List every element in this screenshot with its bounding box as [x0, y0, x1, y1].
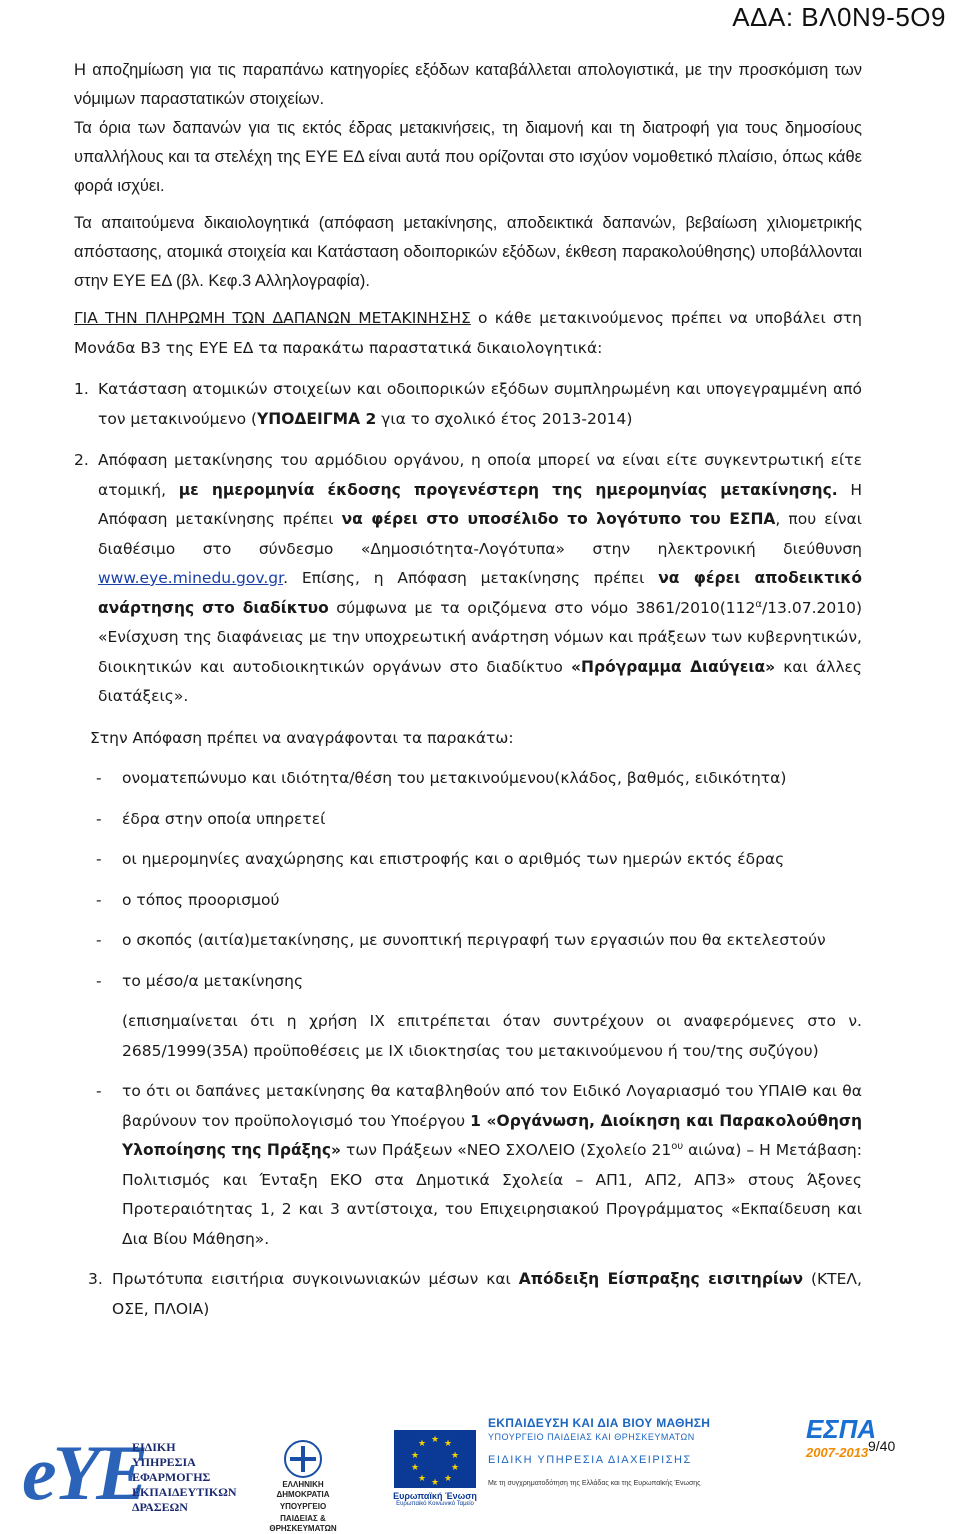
list-item-3 [74, 1265, 862, 1324]
eu-logo [380, 1430, 490, 1528]
dash-item-name [74, 764, 862, 794]
payment-heading: ΓΙΑ ΤΗΝ ΠΛΗΡΩΜΗ ΤΩΝ ΔΑΠΑΝΩΝ ΜΕΤΑΚΙΝΗΣΗΣ [74, 309, 471, 327]
cross-emblem-icon [284, 1440, 322, 1478]
eu-flag-icon: ★ ★ ★ ★ ★ ★ ★ ★ ★ ★ [394, 1430, 476, 1488]
dash-mark: - [96, 931, 102, 949]
item-number: 2. [74, 451, 89, 469]
dash-mark: - [96, 1082, 102, 1100]
page-number: 9/40 [868, 1438, 896, 1454]
bold-span: να φέρει αποδεικτικό ανάρτησης στο διαδίκτυο [98, 569, 863, 617]
bold-span: 1 «Οργάνωση, Διοίκηση και Παρακολούθηση Υλοποίησης της Πράξης» [122, 1111, 862, 1159]
text-span: και άλλες διατάξεις». [98, 657, 862, 705]
means-note: (επισημαίνεται ότι η χρήση ΙΧ επιτρέπεται όταν συντρέχουν οι αναφερόμενες στο ν. 2685/1999(35Α) προϋποθέσεις με ΙΧ ιδιοκτησίας του μετακινούμενου ή του/της συζύγου) [122, 1012, 862, 1060]
dash-mark: - [96, 971, 102, 990]
dash-item-dates [74, 845, 862, 875]
bold-span: να φέρει στο υποσέλιδο το λογότυπο του ΕΣΠΑ [341, 510, 776, 528]
text-span: των Πράξεων «ΝΕΟ ΣΧΟΛΕΙΟ (Σχολείο 21 [341, 1141, 672, 1159]
item-number: 1. [74, 380, 89, 398]
text-span: (ΚΤΕΛ, ΟΣΕ, ΠΛΟΙΑ) [112, 1270, 862, 1318]
eye-line: ΔΡΑΣΕΩΝ [132, 1500, 188, 1514]
item-text [112, 1265, 862, 1324]
document-body [74, 56, 862, 1324]
ada-code: ΑΔΑ: ΒΛ0Ν9-5Ο9 [732, 2, 946, 32]
paragraph-payment [74, 304, 862, 363]
eye-website-link[interactable]: www.eye.minedu.gov.gr [98, 569, 284, 587]
eye-line: ΕΚΠΑΙΔΕΥΤΙΚΩΝ [132, 1485, 237, 1499]
text-span: Απόφαση μετακίνησης του αρμόδιου οργάνου, η οποία μπορεί να είναι είτε συγκεντρωτική είτε ατομική, [98, 451, 862, 499]
espa-logo [806, 1414, 896, 1504]
item-text [98, 446, 862, 712]
footer-logos [0, 1400, 960, 1533]
bold-span: ΥΠΟΔΕΙΓΜΑ 2 [257, 409, 377, 428]
emblem-line: ΥΠΟΥΡΓΕΙΟ [279, 1502, 327, 1511]
dash-item-funding [74, 1077, 862, 1254]
eu-sublabel: Ευρωπαϊκό Κοινωνικό Ταμείο [396, 1501, 474, 1507]
text-span: αιώνα) – Η Μετάβαση: Πολιτισμός και Ένταξη ΕΚΟ στα Δημοτικά Σχολεία – ΑΠ1, ΑΠ2, ΑΠ3» στους Άξονες Προτεραιότητας 1, 2 και 3 αντίστοιχα, του Επιχειρησιακού Προγράμματος «Εκπαίδευση και Δια Βίου Μάθηση». [122, 1141, 862, 1248]
op-title: ΕΚΠΑΙΔΕΥΣΗ ΚΑΙ ΔΙΑ ΒΙΟΥ ΜΑΘΗΣΗ [488, 1416, 711, 1430]
paragraph-compensation: Η αποζημίωση για τις παραπάνω κατηγορίες εξόδων καταβάλλεται απολογιστικά, με την προσκόμιση των νόμιμων παραστατικών στοιχείων. [74, 61, 862, 108]
eye-logo-mark: eYE [22, 1429, 145, 1516]
text-span: σύμφωνα με τα οριζόμενα στο νόμο 3861/2010(112 [328, 598, 756, 617]
decision-intro: Στην Απόφαση πρέπει να αναγράφονται τα παρακάτω: [90, 728, 514, 747]
dash-item-destination [74, 886, 862, 916]
bold-span: Απόδειξη Είσπραξης εισιτηρίων [518, 1270, 803, 1288]
dash-text: έδρα στην οποία υπηρετεί [122, 809, 326, 828]
dash-item-seat [74, 805, 862, 835]
eye-logo-text [132, 1440, 236, 1515]
paragraph-required-documents: Τα απαιτούμενα δικαιολογητικά (απόφαση μετακίνησης, αποδεικτικά δαπανών, βεβαίωση χιλιομετρικής απόστασης, ατομικά στοιχεία και Κατάσταση οδοιπορικών εξόδων, έκθεση παρακολούθησης) υποβάλλονται στην ΕΥΕ ΕΔ (βλ. Κεφ.3 Αλληλογραφία). [74, 214, 862, 290]
dash-text: ονοματεπώνυμο και ιδιότητα/θέση του μετακινούμενου(κλάδος, βαθμός, ειδικότητα) [122, 769, 787, 787]
list-item-2 [74, 446, 862, 712]
eye-logo [22, 1418, 262, 1526]
text-span: Κατάσταση ατομικών στοιχείων και οδοιπορικών εξόδων συμπληρωμένη και υπογεγραμμένη από τον μετακινούμενο ( [98, 380, 862, 428]
item-number: 3. [88, 1270, 103, 1288]
espa-title: ΕΣΠΑ [806, 1414, 877, 1444]
paragraph-expense-limits: Τα όρια των δαπανών για τις εκτός έδρας μετακινήσεις, τη διαμονή και τη διατροφή για τους δημοσίους υπαλλήλους και τα στελέχη της ΕΥΕ ΕΔ είναι αυτά που ορίζονται στο ισχύον νομοθετικό πλαίσιο, όπως κάθε φορά ισχύει. [74, 119, 862, 195]
dash-text: οι ημερομηνίες αναχώρησης και επιστροφής και ο αριθμός των ημερών εκτός έδρας [122, 850, 785, 868]
dash-mark: - [96, 850, 102, 868]
eu-label: Ευρωπαϊκή Ένωση [393, 1491, 477, 1501]
dash-item-purpose [74, 926, 862, 956]
dash-mark: - [96, 809, 102, 828]
list-item-1 [74, 375, 862, 434]
text-span: /13.07.2010) «Ενίσχυση της διαφάνειας με την υποχρεωτική ανάρτηση νόμων και πράξεων των κυβερνητικών, διοικητικών και αυτοδιοικητικών οργάνων στο διαδίκτυο [98, 598, 862, 676]
dash-item-means [74, 967, 862, 997]
op-ministry: ΥΠΟΥΡΓΕΙΟ ΠΑΙΔΕΙΑΣ ΚΑΙ ΘΡΗΣΚΕΥΜΑΤΩΝ [488, 1432, 695, 1442]
item-text [98, 375, 862, 434]
dash-text: το μέσο/α μετακίνησης [122, 971, 304, 990]
text-span: , που είναι διαθέσιμο στο σύνδεσμο «Δημοσιότητα-Λογότυπα» στην ηλεκτρονική διεύθυνση [98, 510, 862, 558]
emblem-line: ΕΛΛΗΝΙΚΗ ΔΗΜΟΚΡΑΤΙΑ [276, 1480, 330, 1499]
superscript: ου [671, 1140, 684, 1152]
text-span: Πρωτότυπα εισιτήρια συγκοινωνιακών μέσων και [112, 1270, 519, 1288]
operational-programme-logo [488, 1416, 788, 1528]
emblem-line: ΠΑΙΔΕΙΑΣ & ΘΡΗΣΚΕΥΜΑΤΩΝ [269, 1514, 337, 1533]
greek-republic-emblem [255, 1440, 351, 1533]
superscript: α [755, 598, 762, 610]
dash-text [122, 1077, 862, 1254]
eye-line: ΥΠΗΡΕΣΙΑ [132, 1455, 196, 1469]
payment-text: ο κάθε μετακινούμενος πρέπει να υποβάλει στη Μονάδα Β3 της ΕΥΕ ΕΔ τα παρακάτω παραστατικά δικαιολογητικά: [74, 309, 862, 357]
text-span: . Επίσης, η Απόφαση μετακίνησης πρέπει [283, 569, 659, 587]
eye-line: ΕΙΔΙΚΗ [132, 1440, 176, 1454]
eye-line: ΕΦΑΡΜΟΓΗΣ [132, 1470, 211, 1484]
op-agency: ΕΙΔΙΚΗ ΥΠΗΡΕΣΙΑ ΔΙΑΧΕΙΡΙΣΗΣ [488, 1454, 692, 1466]
text-span: το ότι οι δαπάνες μετακίνησης θα καταβληθούν από τον Ειδικό Λογαριασμό του ΥΠΑΙΘ και θα βαρύνουν τον προϋπολογισμό του Υποέργου [122, 1082, 862, 1130]
dash-text: ο τόπος προορισμού [122, 890, 280, 909]
dash-text: ο σκοπός (αιτία)μετακίνησης, με συνοπτική περιγραφή των εργασιών που θα εκτελεστούν [122, 931, 826, 949]
dash-mark: - [96, 890, 102, 909]
bold-span: «Πρόγραμμα Διαύγεια» [571, 657, 776, 676]
bold-span: με ημερομηνία έκδοσης προγενέστερη της ημερομηνίας μετακίνησης. [178, 480, 838, 499]
espa-years: 2007-2013 [806, 1445, 869, 1460]
dash-mark: - [96, 769, 102, 787]
text-span: για το σχολικό έτος 2013-2014) [376, 409, 633, 428]
op-cofunding: Με τη συγχρηματοδότηση της Ελλάδας και της Ευρωπαϊκής Ένωσης [488, 1480, 701, 1487]
text-span: Η Απόφαση μετακίνησης πρέπει [98, 480, 862, 528]
